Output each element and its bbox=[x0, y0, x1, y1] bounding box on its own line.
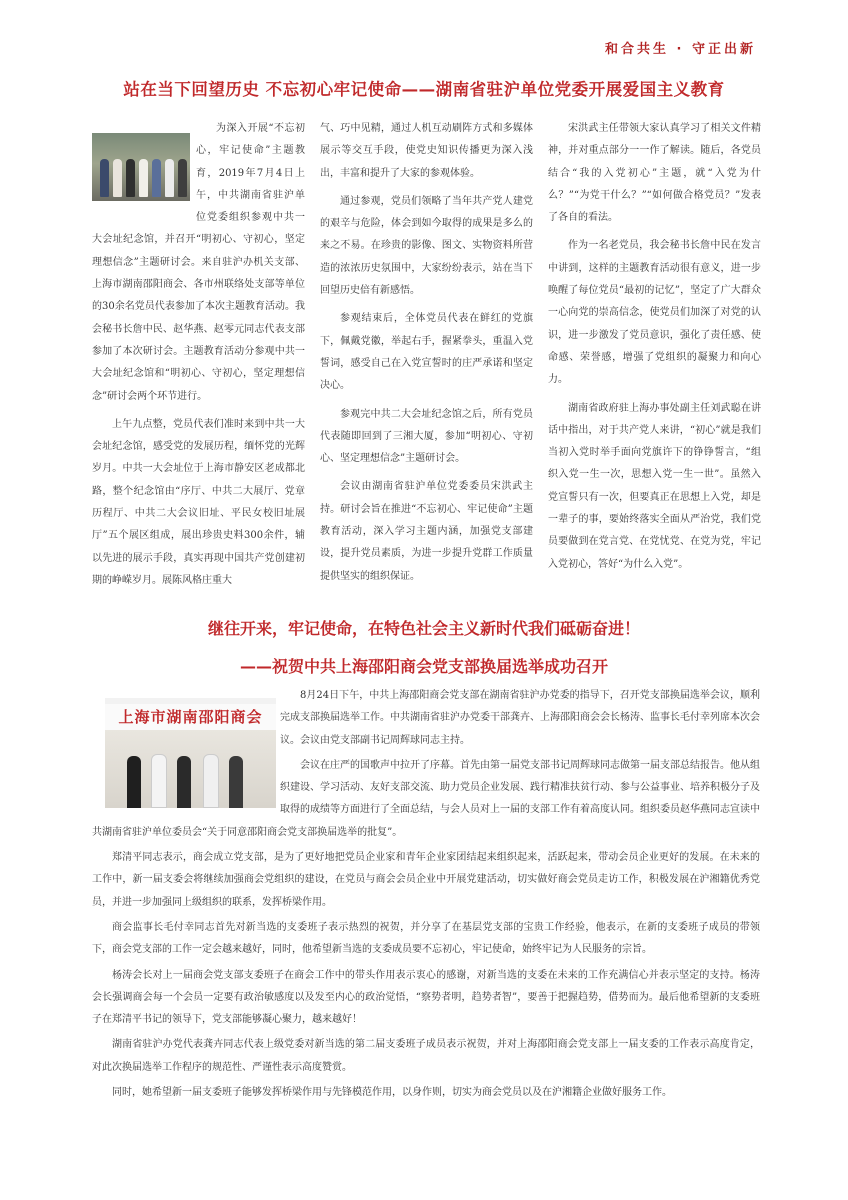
article1-paragraph: 上午九点整，党员代表们准时来到中共一大会址纪念馆，感受党的发展历程，缅怀党的光辉岁月。中共一大会址位于上海市静安区老成都北路，整个纪念馆由“序厅、中共二大展厅、党章历程厅、中共二大会议旧址、平民女校旧址展厅”五个展区组成，展出珍贵史料300余件，辅以先进的展示手段，真实再现中国共产党创建初期的峥嵘岁月。展陈风格庄重大 bbox=[92, 418, 305, 586]
article2-paragraph: 湖南省驻沪办党代表龚卉同志代表上级党委对新当选的第二届支委班子成员表示祝贺，并对上海邵阳商会党支部上一届支委的工作表示高度肯定，对此次换届选举工作程序的规范性、严谨性表示高度赞赏。 bbox=[92, 1039, 760, 1073]
article2-paragraph: 8月24日下午，中共上海邵阳商会党支部在湖南省驻沪办党委的指导下，召开党支部换届选举会议，顺利完成支部换届选举工作。中共湖南省驻沪办党委干部龚卉、上海邵阳商会会长杨涛、监事长毛付幸列席本次会议。会议由党支部副书记周辉球同志主持。 bbox=[280, 690, 760, 746]
article1-paragraph: 参观结束后，全体党员代表在鲜红的党旗下，佩戴党徽，举起右手，握紧拳头，重温入党誓词，感受自己在入党宣誓时的庄严承诺和坚定决心。 bbox=[320, 313, 533, 392]
article2-title: 继往开来，牢记使命，在特色社会主义新时代我们砥砺奋进！ bbox=[207, 619, 640, 638]
article2-paragraph: 会议在庄严的国歌声中拉开了序幕。首先由第一届党支部书记周辉球同志做第一届支部总结报告。他从组织建设、学习活动、友好支部交流、助力党员企业发展、践行精准扶贫行动、参与公益事业、培养积极分子及取得的成绩等方面进行了全面总结，与会人员对上一届的支部工作有着高度认同。组织委员赵华燕同志宣读中共湖南省驻沪单位委员会“关于同意邵阳商会党支部换届选举的批复”。 bbox=[92, 759, 760, 838]
article1-paragraph: 为深入开展“不忘初心，牢记使命”主题教育，2019年7月4日上午，中共湖南省驻沪单位党委组织参观中共一大会址纪念馆，并召开“明初心、守初心，坚定理想信念”主题研讨会。来自驻沪办机关支部、上海市湖南邵阳商会、各市州联络处支部等单位的30余名党员代表参加了本次主题教育活动。我会秘书长詹中民、赵华燕、赵零元同志代表支部参加了本次研讨会。主题教育活动分参观中共一大会址纪念馆和“明初心、守初心，坚定理想信念”研讨会两个环节进行。 bbox=[92, 123, 305, 402]
article1-column-3 bbox=[548, 118, 761, 582]
article1-paragraph: 宋洪武主任带领大家认真学习了相关文件精神，并对重点部分一一作了解读。随后，各党员结合“我的入党初心”主题，就“入党为什么？”“为党干什么？”“如何做合格党员？”发表了各自的看法。 bbox=[548, 123, 761, 224]
article1-paragraph: 参观完中共二大会址纪念馆之后，所有党员代表随即回到了三湘大厦，参加“明初心、守初心、坚定理想信念”主题研讨会。 bbox=[320, 408, 533, 465]
photo-sign-text: 上海市湖南邵阳商会 bbox=[105, 704, 276, 731]
article2-paragraph: 杨涛会长对上一届商会党支部支委班子在商会工作中的带头作用表示衷心的感谢，对新当选的支委在未来的工作充满信心并表示坚定的支持。杨涛会长强调商会每一个会员一定要有政治敏感度以及发至内心的政治觉悟，“察势者明，趋势者智”，要善于把握趋势，借势而为。最后他希望新的支委班子在郑清平书记的领导下，党支部能够凝心聚力，越来越好！ bbox=[92, 969, 760, 1026]
article1-column-2 bbox=[320, 118, 533, 594]
article1-paragraph: 湖南省政府驻上海办事处副主任刘武聪在讲话中指出，对于共产党人来讲，“初心”就是我们当初入党时举手面向党旗许下的铮铮誓言，“组织入党一生一次，思想入党一生一世”。虽然入党宣誓只有一次，但要真正在思想上入党，却是一辈子的事，要始终落实全面从严治党，我们党员要做到在党言党、在党忧党、在党为党，牢记入党初心，答好“为什么入党”。 bbox=[548, 402, 761, 570]
page-header-tagline: 和合共生 · 守正出新 bbox=[605, 42, 756, 57]
article1-paragraph: 通过参观，党员们领略了当年共产党人建党的艰辛与危险，体会到如今取得的成果是多么的来之不易。在珍贵的影像、图文、实物资料所营造的浓浓历史氛围中，大家纷纷表示，站在当下回望历史倍有新感悟。 bbox=[320, 195, 533, 297]
article1-paragraph: 会议由湖南省驻沪单位党委委员宋洪武主持。研讨会旨在推进“不忘初心、牢记使命”主题教育活动，深入学习主题内涵，加强党支部建设，提升党员素质，为进一步提升党群工作质量提供坚实的组织保证。 bbox=[320, 481, 533, 582]
article1-paragraph: 气、巧中见精，通过人机互动刷阵方式和多媒体展示等交互手段，使党史知识传播更为深入浅出，丰富和提升了大家的参观体验。 bbox=[320, 123, 533, 179]
article2-paragraph: 商会监事长毛付幸同志首先对新当选的支委班子表示热烈的祝贺，并分享了在基层党支部的宝贵工作经验，他表示，在新的支委班子成员的带领下，商会党支部的工作一定会越来越好，同时，他希望新当选的支委成员要不忘初心，牢记使命，始终牢记为人民服务的宗旨。 bbox=[92, 921, 760, 956]
article1-paragraph: 作为一名老党员，我会秘书长詹中民在发言中讲到，这样的主题教育活动很有意义，进一步唤醒了每位党员“最初的记忆”，坚定了广大群众一心向党的崇高信念，使党员们加深了对党的认识，进一步激发了党员意识，强化了责任感、使命感、荣誉感，增强了党组织的凝聚力和向心力。 bbox=[548, 240, 761, 386]
article2-paragraph: 郑清平同志表示，商会成立党支部，是为了更好地把党员企业家和青年企业家团结起来组织起来，活跃起来，带动会员企业更好的发展。在未来的工作中，新一届支委会将继续加强商会党组织的建设，在党员与商会会员企业中开展党建活动，切实做好商会党员走访工作，积极发展在沪湘籍优秀党员，并进一步加强同上级组织的联系，发挥桥梁作用。 bbox=[92, 852, 760, 908]
article1-column-1 bbox=[92, 118, 305, 598]
article2-body bbox=[92, 685, 760, 1107]
article1-title: 站在当下回望历史 不忘初心牢记使命——湖南省驻沪单位党委开展爱国主义教育 bbox=[123, 80, 725, 99]
article2-paragraph: 同时，她希望新一届支委班子能够发挥桥梁作用与先锋模范作用，以身作则，切实为商会党员以及在沪湘籍企业做好服务工作。 bbox=[112, 1087, 672, 1099]
article2-subtitle: ——祝贺中共上海邵阳商会党支部换届选举成功召开 bbox=[239, 657, 608, 676]
